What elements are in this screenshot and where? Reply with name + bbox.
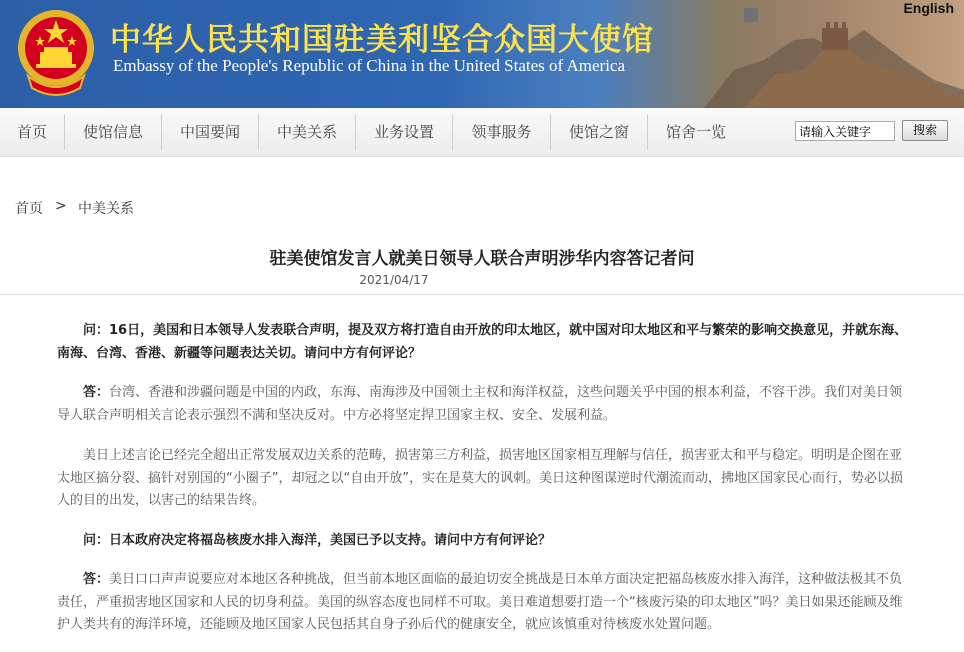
nav-item-embassy-info[interactable]: 使馆信息 (82, 123, 143, 141)
nav-item-china-news[interactable]: 中国要闻 (179, 123, 240, 141)
header-banner (0, 0, 964, 108)
question-1: 问：16日，美国和日本领导人发表联合声明，提及双方将打造自由开放的印太地区，就中国对印太地区和平与繁荣的影响交换意见，并就东海、南海、台湾、香港、新疆等问题表达关切。请问中方有何评论？ (57, 323, 908, 361)
answer-2-text: 美日口口声声说要应对本地区各种挑战，但当前本地区面临的最迫切安全挑战是日本单方面决定把福岛核废水排入海洋，这种做法极其不负责任，严重损害地区国家和人民的切身利益。美国的纵容态度也同样不可取。美日难道想要打造一个“核废污染的印太地区”吗？美日如果还能顾及维护人类共有的海洋环境，还能顾及地区国家人民包括其自身子孙后代的健康安全，就应该慎重对待核废水处置问题。 (57, 572, 903, 632)
article-date: 2021/04/17 (359, 273, 429, 287)
nav-item-buildings[interactable]: 馆舍一览 (665, 123, 726, 141)
divider (0, 294, 964, 295)
nav-item-consular[interactable]: 领事服务 (471, 123, 532, 141)
english-link[interactable]: English (903, 0, 954, 16)
paragraph-2: 美日上述言论已经完全超出正常发展双边关系的范畴，损害第三方利益，损害地区国家相互理解与信任，损害亚太和平与稳定。明明是企图在亚太地区搞分裂、搞针对别国的“小圈子”，却冠之以“自由开放”，实在是莫大的讽刺。美日这种图谋逆时代潮流而动，拂地区国家民心而行，势必以损人的目的出发，以害己的结果告终。 (57, 448, 903, 508)
great-wall-image (704, 0, 964, 108)
answer-label: 答： (83, 572, 110, 587)
breadcrumb-current[interactable]: 中美关系 (78, 201, 134, 217)
site-title-en: Embassy of the People's Republic of China in the United States of America (113, 56, 626, 75)
answer-1-text: 台湾、香港和涉疆问题是中国的内政，东海、南海涉及中国领土主权和海洋权益，这些问题关乎中国的根本利益，不容干涉。我们对美日领导人联合声明相关言论表示强烈不满和坚决反对。中方必将坚定捍卫国家主权、安全、发展利益。 (57, 385, 903, 423)
site-title-cn: 中华人民共和国驻美利坚合众国大使馆 (110, 22, 654, 58)
breadcrumb-home[interactable]: 首页 (15, 201, 43, 217)
nav-item-services[interactable]: 业务设置 (373, 123, 434, 141)
question-2: 问：日本政府决定将福岛核废水排入海洋，美国已予以支持。请问中方有何评论？ (83, 533, 552, 548)
search-input[interactable]: 请输入关键字 (795, 121, 895, 141)
national-emblem-icon (14, 6, 98, 100)
search-button[interactable]: 搜索 (902, 120, 948, 141)
nav-item-home[interactable]: 首页 (16, 123, 47, 141)
article-title: 驻美使馆发言人就美日领导人联合声明涉华内容答记者问 (269, 249, 695, 269)
answer-2 (57, 569, 909, 637)
nav-item-embassy-window[interactable]: 使馆之窗 (568, 123, 629, 141)
answer-1 (57, 382, 909, 427)
answer-label: 答： (83, 385, 110, 400)
nav-item-china-us-relations[interactable]: 中美关系 (276, 123, 337, 141)
breadcrumb-separator: > (55, 198, 67, 214)
